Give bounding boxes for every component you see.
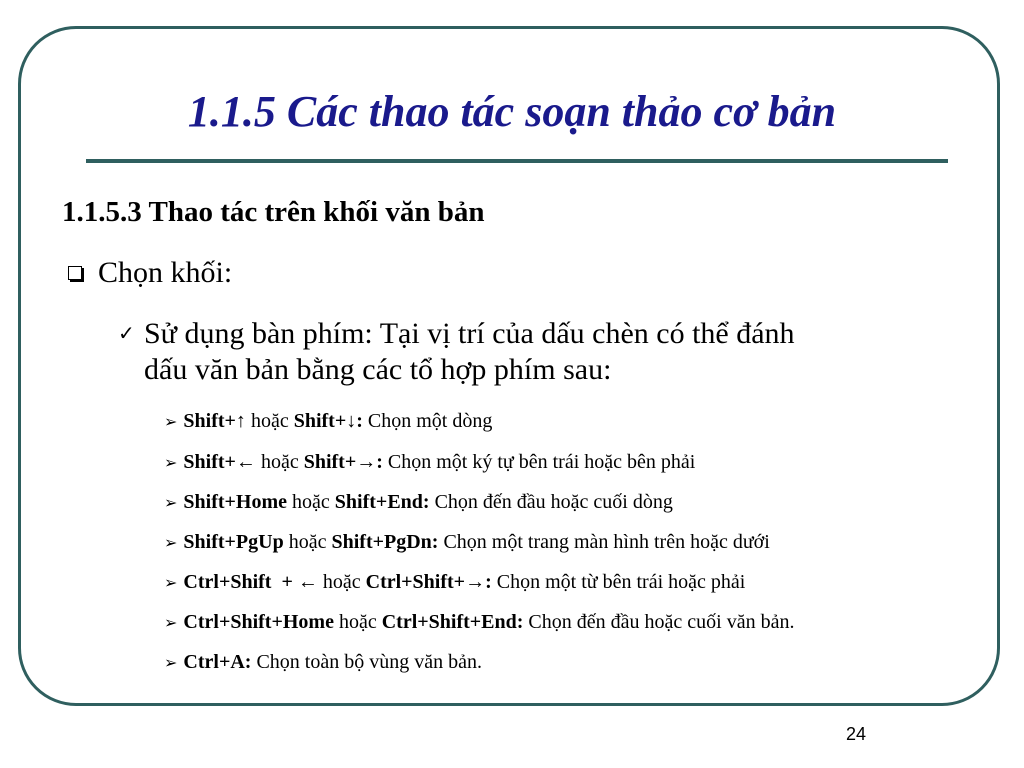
shortcut-key: Shift+Home xyxy=(183,491,288,513)
item-description: Chọn đến đầu hoặc cuối văn bản. xyxy=(523,611,795,633)
shortcut-key: Shift+← xyxy=(183,451,256,473)
separator-text: hoặc xyxy=(245,410,294,432)
shortcut-key: Shift+↑ xyxy=(183,410,246,432)
separator-text: hoặc xyxy=(287,491,335,513)
shortcut-key: Ctrl+Shift + ← xyxy=(183,571,318,593)
bullet-level2 xyxy=(118,316,795,388)
arrow-bullet-icon: ➢ xyxy=(164,414,178,431)
separator-text: hoặc xyxy=(255,451,304,473)
shortcut-key: Shift+PgUp xyxy=(183,531,284,553)
list-item xyxy=(164,651,482,674)
arrow-bullet-icon: ➢ xyxy=(164,655,178,672)
list-item xyxy=(164,451,695,474)
shortcut-key: Shift+↓: xyxy=(293,410,363,432)
section-heading: 1.1.5.3 Thao tác trên khối văn bản xyxy=(62,196,485,228)
list-item xyxy=(164,410,492,433)
item-description: Chọn đến đầu hoặc cuối dòng xyxy=(429,491,673,513)
list-item xyxy=(164,571,745,594)
shortcut-key: Shift+→: xyxy=(303,451,383,473)
bullet-level1 xyxy=(62,256,232,290)
list-item xyxy=(164,531,770,554)
arrow-bullet-icon: ➢ xyxy=(164,495,178,512)
item-description: Chọn toàn bộ vùng văn bản. xyxy=(251,651,482,673)
item-description: Chọn một trang màn hình trên hoặc dưới xyxy=(438,531,770,553)
shortcut-key: Shift+End: xyxy=(334,491,430,513)
title-divider xyxy=(86,159,948,163)
item-description: Chọn một ký tự bên trái hoặc bên phải xyxy=(382,451,696,473)
shortcut-key: Ctrl+Shift+→: xyxy=(365,571,492,593)
shortcut-key: Ctrl+Shift+Home xyxy=(183,611,334,633)
list-item xyxy=(164,491,673,514)
checkmark-icon: ✓ xyxy=(118,323,135,345)
arrow-bullet-icon: ➢ xyxy=(164,535,178,552)
bullet-level2-line2: dấu văn bản bằng các tổ hợp phím sau: xyxy=(144,353,612,386)
bullet-level2-line1: Sử dụng bàn phím: Tại vị trí của dấu chèn có thể đánh xyxy=(144,317,795,350)
arrow-bullet-icon: ➢ xyxy=(164,615,178,632)
separator-text: hoặc xyxy=(317,571,366,593)
item-description: Chọn một từ bên trái hoặc phải xyxy=(491,571,746,593)
bullet-level1-text: Chọn khối: xyxy=(98,256,233,289)
page-number: 24 xyxy=(846,724,867,744)
shortcut-key: Shift+PgDn: xyxy=(331,531,439,553)
item-description: Chọn một dòng xyxy=(362,410,493,432)
slide-title: 1.1.5 Các thao tác soạn thảo cơ bản xyxy=(187,87,837,136)
arrow-bullet-icon: ➢ xyxy=(164,575,178,592)
separator-text: hoặc xyxy=(333,611,382,633)
separator-text: hoặc xyxy=(283,531,332,553)
shortcut-key: Ctrl+Shift+End: xyxy=(381,611,524,633)
square-bullet-icon xyxy=(68,266,82,280)
shortcut-key: Ctrl+A: xyxy=(183,651,252,673)
list-item xyxy=(164,611,794,634)
arrow-bullet-icon: ➢ xyxy=(164,455,178,472)
